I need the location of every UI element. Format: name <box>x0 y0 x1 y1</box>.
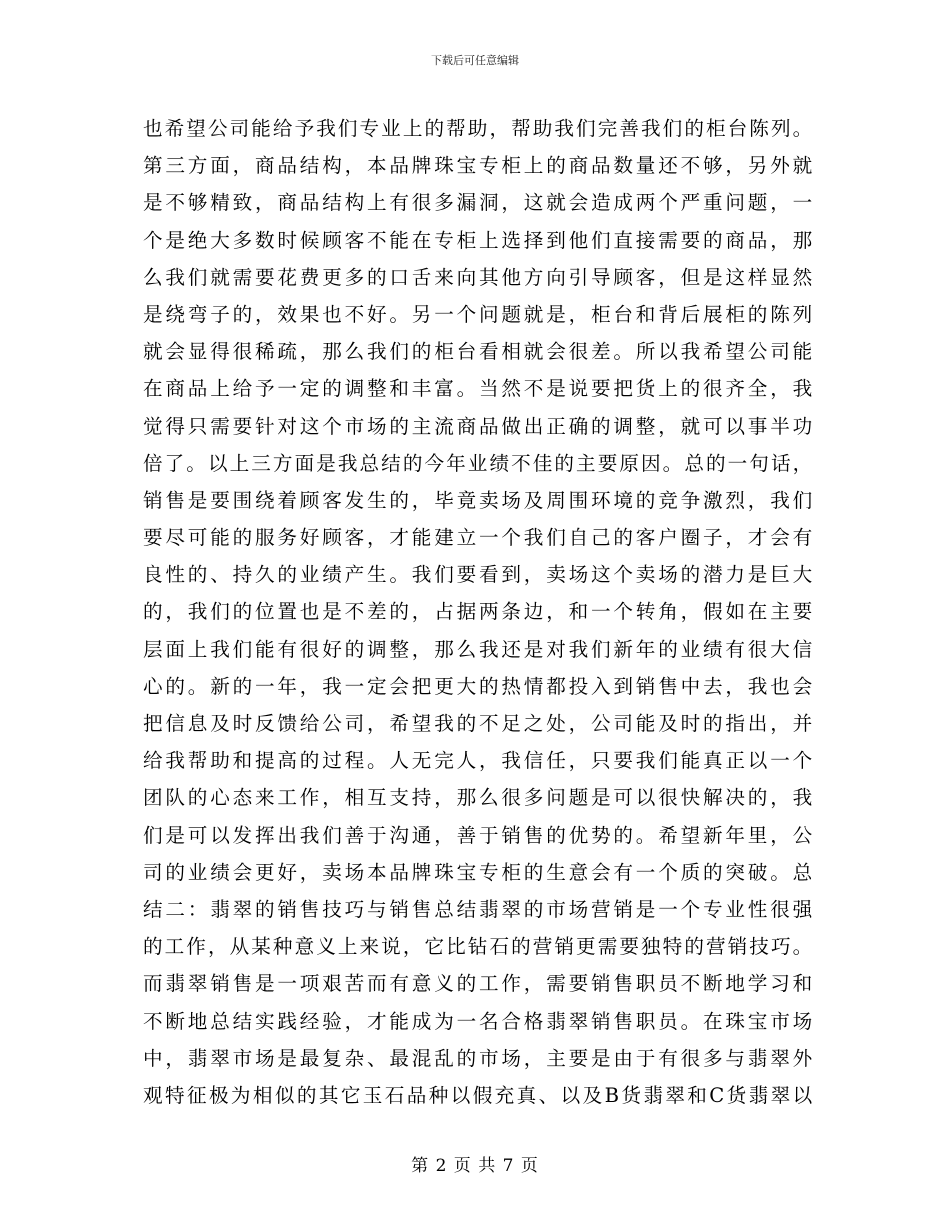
body-line: 是绕弯子的，效果也不好。另一个问题就是，柜台和背后展柜的陈列 <box>143 302 813 326</box>
body-line: 觉得只需要针对这个市场的主流商品做出正确的调整，就可以事半功 <box>143 414 813 438</box>
body-line: 是不够精致，商品结构上有很多漏洞，这就会造成两个严重问题，一 <box>143 191 813 215</box>
body-line: 第三方面，商品结构，本品牌珠宝专柜上的商品数量还不够，另外就 <box>143 154 813 178</box>
body-line: 的工作，从某种意义上来说，它比钻石的营销更需要独特的营销技巧。 <box>143 935 813 959</box>
body-line: 良性的、持久的业绩产生。我们要看到，卖场这个卖场的潜力是巨大 <box>143 563 813 587</box>
total-page-count: 7 <box>502 1156 515 1176</box>
body-line: 也希望公司能给予我们专业上的帮助，帮助我们完善我们的柜台陈列。 <box>143 117 813 140</box>
body-line: 观特征极为相似的其它玉石品种以假充真、以及B货翡翠和C货翡翠以 <box>143 1083 813 1107</box>
body-line: 把信息及时反馈给公司，希望我的不足之处，公司能及时的指出，并 <box>143 712 813 735</box>
body-line: 倍了。以上三方面是我总结的今年业绩不佳的主要原因。总的一句话， <box>143 451 813 475</box>
current-page-number: 2 <box>435 1156 448 1176</box>
body-line: 不断地总结实践经验，才能成为一名合格翡翠销售职员。在珠宝市场 <box>143 1009 813 1033</box>
body-line: 中，翡翠市场是最复杂、最混乱的市场，主要是由于有很多与翡翠外 <box>143 1046 813 1070</box>
page-number-suffix: 页 <box>520 1156 539 1176</box>
body-line: 要尽可能的服务好顾客，才能建立一个我们自己的客户圈子，才会有 <box>143 526 813 550</box>
body-line: 结二：翡翠的销售技巧与销售总结翡翠的市场营销是一个专业性很强 <box>143 897 813 921</box>
document-body <box>143 110 813 1114</box>
page-header <box>0 54 950 68</box>
body-line: 就会显得很稀疏，那么我们的柜台看相就会很差。所以我希望公司能 <box>143 340 813 364</box>
page-footer <box>0 1156 950 1176</box>
body-line: 司的业绩会更好，卖场本品牌珠宝专柜的生意会有一个质的突破。总 <box>143 860 813 884</box>
body-line: 的，我们的位置也是不差的，占据两条边，和一个转角，假如在主要 <box>143 600 813 624</box>
body-line: 而翡翠销售是一项艰苦而有意义的工作，需要销售职员不断地学习和 <box>143 972 813 996</box>
body-line: 销售是要围绕着顾客发生的，毕竟卖场及周围环境的竞争激烈，我们 <box>143 488 813 512</box>
body-line: 么我们就需要花费更多的口舌来向其他方向引导顾客，但是这样显然 <box>143 265 813 289</box>
body-line: 们是可以发挥出我们善于沟通，善于销售的优势的。希望新年里，公 <box>143 823 813 847</box>
body-line: 在商品上给予一定的调整和丰富。当然不是说要把货上的很齐全，我 <box>143 377 813 401</box>
header-note: 下载后可任意编辑 <box>431 54 519 67</box>
body-line: 层面上我们能有很好的调整，那么我还是对我们新年的业绩有很大信 <box>143 637 813 661</box>
page-number-middle: 页 共 <box>453 1156 497 1176</box>
page-number-prefix: 第 <box>411 1156 430 1176</box>
body-line: 个是绝大多数时候顾客不能在专柜上选择到他们直接需要的商品，那 <box>143 228 813 252</box>
body-line: 团队的心态来工作，相互支持，那么很多问题是可以很快解决的，我 <box>143 786 813 810</box>
body-line: 给我帮助和提高的过程。人无完人，我信任，只要我们能真正以一个 <box>143 749 813 773</box>
body-line: 心的。新的一年，我一定会把更大的热情都投入到销售中去，我也会 <box>143 674 813 698</box>
